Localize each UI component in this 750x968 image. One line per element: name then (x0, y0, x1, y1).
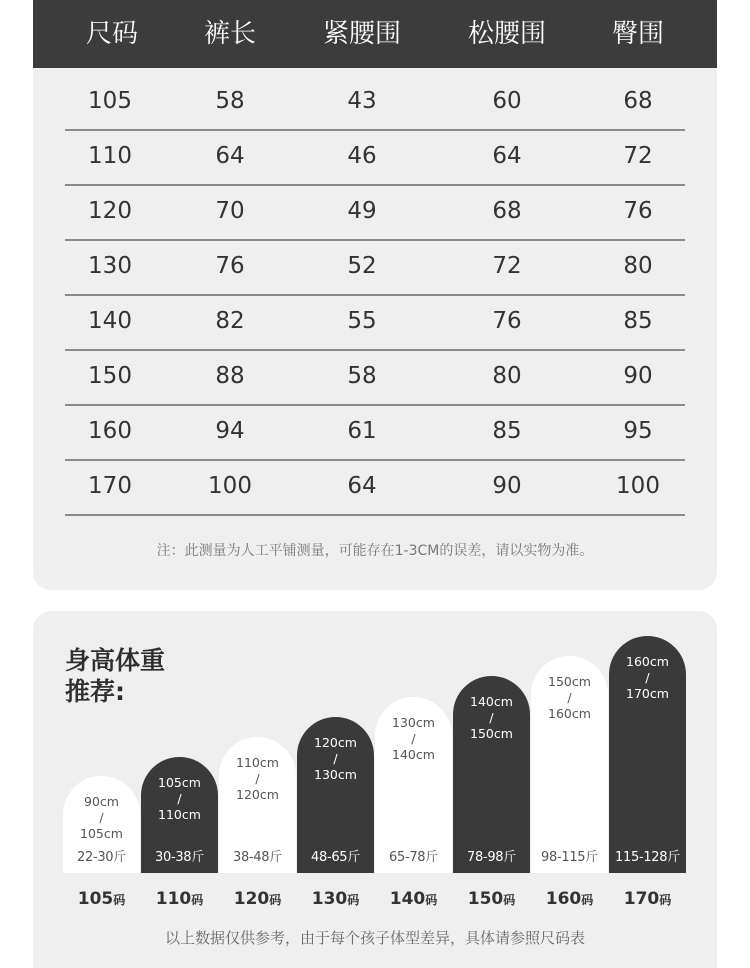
size-unit: 码 (425, 893, 438, 907)
recommend-title-line2: 推荐: (65, 677, 125, 706)
cell: 85 (623, 308, 653, 334)
bar-size-105 (63, 776, 140, 873)
cell: 130 (88, 253, 132, 279)
bar-size-170 (609, 636, 686, 873)
cell: 95 (623, 418, 653, 444)
bar-slash: / (645, 670, 650, 685)
header-pants-length: 裤长 (203, 19, 257, 49)
bar-height-top: 140cm (470, 694, 513, 709)
bar-weight: 38-48斤 (233, 850, 282, 865)
bar-weight: 78-98斤 (467, 850, 516, 865)
recommend-title (65, 645, 165, 707)
bar-height-bottom: 120cm (236, 787, 279, 802)
bar-height-bottom: 160cm (548, 706, 591, 721)
bar-size-110 (141, 757, 218, 873)
cell: 52 (347, 253, 377, 279)
bar-weight: 30-38斤 (155, 850, 204, 865)
cell: 80 (492, 363, 522, 389)
recommend-title-line1: 身高体重 (65, 646, 166, 675)
cell: 68 (623, 88, 653, 114)
size-number: 110 (155, 889, 192, 909)
bar-height-bottom: 170cm (626, 686, 669, 701)
bar-slash: / (255, 771, 260, 786)
bar-size-150 (453, 676, 530, 873)
cell: 64 (492, 143, 522, 169)
cell: 100 (208, 473, 252, 499)
cell: 55 (347, 308, 377, 334)
header-tight-waist: 紧腰围 (322, 19, 402, 49)
cell: 70 (215, 198, 245, 224)
size-unit: 码 (347, 893, 360, 907)
bar-weight: 115-128斤 (615, 850, 680, 865)
size-unit: 码 (269, 893, 282, 907)
bar-height-bottom: 110cm (158, 807, 201, 822)
bar-height-top: 120cm (314, 735, 357, 750)
cell: 82 (215, 308, 245, 334)
table-row (65, 459, 685, 516)
cell: 46 (347, 143, 377, 169)
bar-size-130 (297, 717, 374, 873)
table-row (65, 239, 685, 296)
reference-footnote: 以上数据仅供参考，由于每个孩子体型差异，具体请参照尺码表 (164, 929, 585, 947)
cell: 76 (623, 198, 653, 224)
size-unit: 码 (581, 893, 594, 907)
cell: 43 (347, 88, 377, 114)
size-number: 140 (389, 889, 426, 909)
bar-height-top: 130cm (392, 715, 435, 730)
bar-height-bottom: 150cm (470, 726, 513, 741)
size-table-header (33, 0, 717, 68)
size-table-card (33, 0, 717, 590)
cell: 49 (347, 198, 377, 224)
height-weight-card (33, 611, 717, 968)
cell: 58 (215, 88, 245, 114)
cell: 170 (88, 473, 132, 499)
bar-weight: 22-30斤 (77, 850, 126, 865)
bar-height-bottom: 105cm (80, 826, 123, 841)
table-row (65, 294, 685, 351)
cell: 120 (88, 198, 132, 224)
cell: 88 (215, 363, 245, 389)
size-label (63, 889, 140, 909)
bar-slash: / (489, 710, 494, 725)
bar-slash: / (177, 791, 182, 806)
size-label (219, 889, 296, 909)
size-label (609, 889, 686, 909)
size-unit: 码 (659, 893, 672, 907)
size-number: 120 (233, 889, 270, 909)
cell: 140 (88, 308, 132, 334)
cell: 94 (215, 418, 245, 444)
bar-height-bottom: 130cm (314, 767, 357, 782)
bar-height-top: 90cm (84, 794, 119, 809)
header-size: 尺码 (85, 19, 139, 49)
cell: 58 (347, 363, 377, 389)
size-label (531, 889, 608, 909)
bar-weight: 98-115斤 (541, 850, 598, 865)
cell: 68 (492, 198, 522, 224)
cell: 60 (492, 88, 522, 114)
size-number: 150 (467, 889, 504, 909)
bar-slash: / (411, 731, 416, 746)
bar-height-top: 160cm (626, 654, 669, 669)
cell: 80 (623, 253, 653, 279)
bar-height-top: 110cm (236, 755, 279, 770)
table-row (65, 74, 685, 131)
table-row (65, 404, 685, 461)
size-number: 130 (311, 889, 348, 909)
bar-size-160 (531, 656, 608, 873)
bar-height-top: 105cm (158, 775, 201, 790)
cell: 110 (88, 143, 132, 169)
cell: 100 (616, 473, 660, 499)
size-number: 170 (623, 889, 660, 909)
size-unit: 码 (503, 893, 516, 907)
cell: 76 (215, 253, 245, 279)
measurement-note: 注：此测量为人工平铺测量，可能存在1-3CM的误差，请以实物为准。 (156, 543, 594, 559)
cell: 61 (347, 418, 377, 444)
bar-weight: 65-78斤 (389, 850, 438, 865)
bar-weight: 48-65斤 (311, 850, 360, 865)
cell: 64 (347, 473, 377, 499)
size-label (375, 889, 452, 909)
cell: 64 (215, 143, 245, 169)
bar-size-120 (219, 737, 296, 873)
size-label (141, 889, 218, 909)
size-number: 105 (77, 889, 114, 909)
bar-size-140 (375, 697, 452, 873)
size-label (297, 889, 374, 909)
table-row (65, 184, 685, 241)
header-hip: 臀围 (611, 19, 665, 49)
table-row (65, 129, 685, 186)
bar-height-bottom: 140cm (392, 747, 435, 762)
cell: 72 (492, 253, 522, 279)
size-unit: 码 (191, 893, 204, 907)
table-row (65, 349, 685, 406)
bar-slash: / (567, 690, 572, 705)
cell: 150 (88, 363, 132, 389)
size-label (453, 889, 530, 909)
cell: 90 (623, 363, 653, 389)
cell: 160 (88, 418, 132, 444)
cell: 76 (492, 308, 522, 334)
cell: 90 (492, 473, 522, 499)
bar-height-top: 150cm (548, 674, 591, 689)
size-number: 160 (545, 889, 582, 909)
cell: 85 (492, 418, 522, 444)
bar-slash: / (333, 751, 338, 766)
cell: 105 (88, 88, 132, 114)
size-unit: 码 (113, 893, 126, 907)
header-loose-waist: 松腰围 (467, 19, 547, 49)
cell: 72 (623, 143, 653, 169)
bar-slash: / (99, 810, 104, 825)
